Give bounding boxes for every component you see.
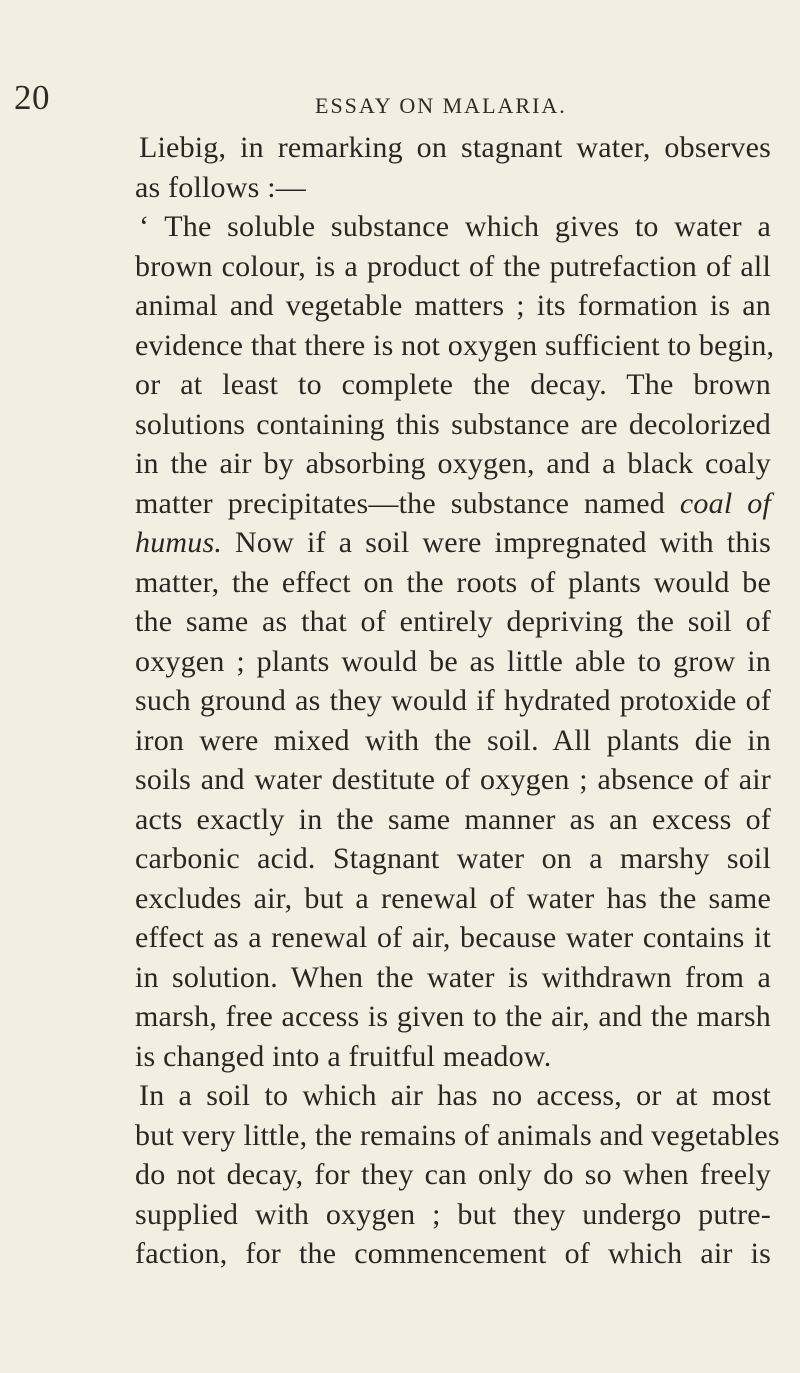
- line-text: as follows :—: [135, 170, 306, 204]
- line-text: acts exactly in the same manner as an excess of: [135, 802, 771, 836]
- line-text: faction, for the commencement of which air is: [135, 1237, 771, 1270]
- text-line: [135, 1234, 771, 1274]
- line-text: marsh, free access is given to the air, and the marsh: [135, 1000, 771, 1033]
- line-text: Now if a soil were impregnated with this: [222, 526, 771, 559]
- italic-term: coal of: [679, 486, 771, 520]
- line-text: In a soil to which air has no access, or at most: [139, 1079, 771, 1112]
- text-line: [135, 1076, 771, 1116]
- line-text: oxygen ; plants would be as little able to grow in: [135, 644, 771, 678]
- line-text: such ground as they would if hydrated protoxide of: [135, 684, 771, 717]
- line-text: Liebig, in remarking on stagnant water, observes: [139, 131, 771, 164]
- line-text: supplied with oxygen ; but they undergo putre-: [135, 1197, 771, 1231]
- line-text: effect as a renewal of air, because water contains it: [135, 921, 771, 954]
- text-line: [135, 760, 771, 800]
- text-line: [135, 444, 771, 484]
- text-line: [135, 523, 771, 563]
- text-line: [135, 168, 771, 208]
- text-line: [135, 879, 771, 919]
- text-line: [135, 642, 771, 682]
- text-line: [135, 326, 775, 366]
- line-text: in the air by absorbing oxygen, and a black coaly: [135, 447, 771, 480]
- text-line: [135, 207, 771, 247]
- text-line: [135, 128, 771, 168]
- line-text: ‘ The soluble substance which gives to water a: [139, 210, 771, 243]
- line-text: evidence that there is not oxygen sufficient to begin,: [135, 328, 775, 362]
- page-number: 20: [14, 78, 50, 117]
- text-line: [135, 918, 771, 958]
- text-line: [135, 602, 771, 642]
- line-text: soils and water destitute of oxygen ; absence of air: [135, 763, 771, 796]
- text-line: [135, 1155, 771, 1195]
- line-text: matter precipitates—the substance named: [135, 486, 666, 520]
- line-text: but very little, the remains of animals and vegetables: [135, 1118, 780, 1152]
- text-line: [135, 286, 771, 326]
- text-line: [135, 247, 771, 287]
- text-line: [135, 1116, 780, 1156]
- line-text: matter, the effect on the roots of plants would be: [135, 565, 771, 599]
- line-text: the same as that of entirely depriving the soil of: [135, 605, 771, 638]
- line-text: is changed into a fruitful meadow.: [135, 1039, 552, 1073]
- line-text: iron were mixed with the soil. All plants die in: [135, 723, 771, 757]
- text-line: [135, 484, 771, 524]
- text-line: [135, 839, 771, 879]
- text-line: [135, 365, 771, 405]
- text-line: [135, 997, 771, 1037]
- line-text: do not decay, for they can only do so when freely: [135, 1158, 771, 1191]
- line-text: excludes air, but a renewal of water has the same: [135, 881, 771, 915]
- text-line: [135, 958, 771, 998]
- text-line: [135, 1037, 771, 1077]
- line-text: brown colour, is a product of the putrefaction of all: [135, 249, 771, 283]
- text-line: [135, 721, 771, 761]
- text-line: [135, 405, 771, 445]
- running-head: ESSAY ON MALARIA.: [315, 93, 567, 118]
- text-line: [135, 800, 771, 840]
- body-text: [135, 128, 780, 1274]
- line-text: carbonic acid. Stagnant water on a marshy soil: [135, 842, 771, 875]
- text-line: [135, 563, 771, 603]
- italic-term: humus.: [135, 526, 223, 559]
- line-text: or at least to complete the decay. The brown: [135, 368, 771, 401]
- text-line: [135, 681, 771, 721]
- line-text: animal and vegetable matters ; its formation is an: [135, 289, 771, 322]
- text-line: [135, 1195, 771, 1235]
- line-text: in solution. When the water is withdrawn from a: [135, 960, 771, 994]
- line-text: solutions containing this substance are decolorized: [135, 407, 771, 441]
